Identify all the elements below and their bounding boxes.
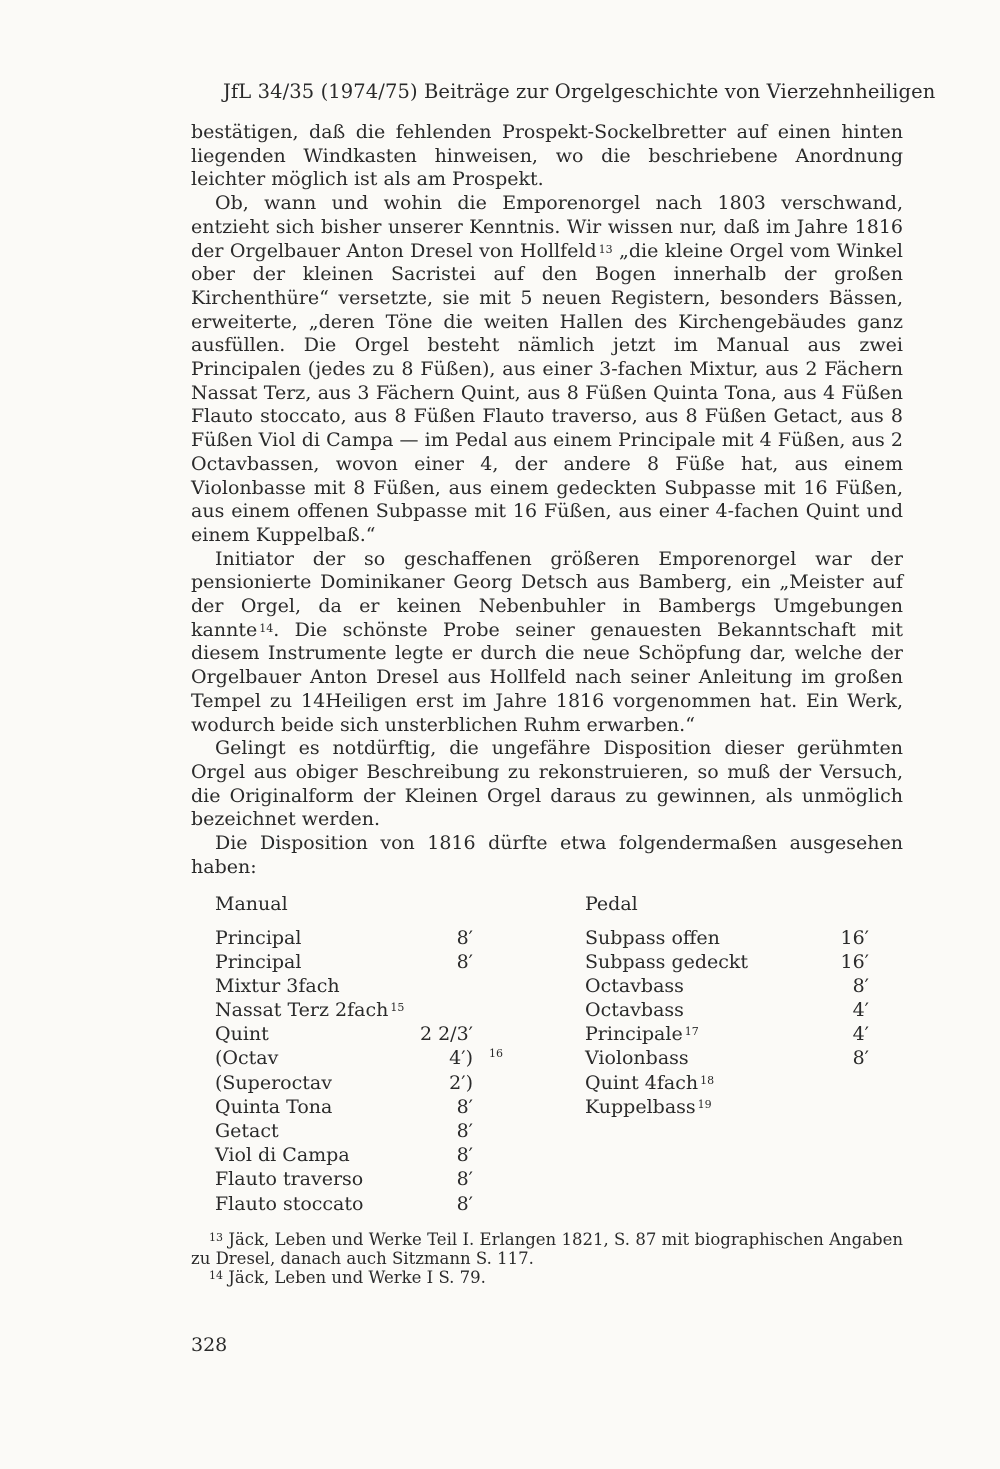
footnote [191, 1268, 903, 1287]
stop-name: Getact [215, 1120, 279, 1142]
stop-name: Mixtur 3fach [215, 974, 340, 997]
stop-pitch: 16′ [840, 926, 869, 949]
stop-pitch: 8′ [852, 1047, 869, 1070]
footnote-mark: 16 [489, 1047, 503, 1061]
stop-pitch: 8′ [456, 926, 473, 949]
stop-row [215, 974, 473, 998]
stop-name: Violonbass [585, 1047, 689, 1070]
stop-name: Kuppelbass $^{19}$ [585, 1095, 712, 1118]
stop-name: Principal [215, 950, 302, 973]
paragraph: Die Disposition von 1816 dürfte etwa folgendermaßen ausgesehen haben: [191, 832, 903, 878]
stop-name: Octavbass [585, 999, 684, 1022]
stop-name: Quinta Tona [215, 1095, 333, 1118]
stop-name: Subpass gedeckt [585, 950, 749, 973]
stop-name: Quint [215, 1023, 269, 1046]
paragraph-text: Ob, wann und wohin die Emporenorgel nach 1803 verschwand, entzieht sich bisher unserer Kenntnis. Wir wissen nur, daß im Jahre 1816 der Orgelbauer Anton Dresel von Hollfeld [191, 192, 903, 262]
stop-row [215, 998, 473, 1022]
stop-row [215, 1071, 473, 1095]
stop-row [215, 1095, 473, 1119]
paragraph-text: Initiator der so geschaffenen größeren Emporenorgel war der pensionierte Dominikaner Georg Detsch aus Bamberg, ein „Meister auf der Orgel, da er keinen Nebenbuhler in Bambergs Umgebungen kannte [191, 547, 903, 641]
stop-row [585, 974, 869, 998]
paragraph: Gelingt es notdürftig, die ungefähre Disposition dieser gerühmten Orgel aus obiger Beschreibung zu rekonstruieren, so muß der Versuch, die Originalform der Kleinen Orgel daraus zu gewinnen, als unmöglich bezeichnet werden. [191, 737, 903, 831]
page-number: 328 [191, 1334, 228, 1356]
stop-pitch: 8′ [852, 974, 869, 997]
stop-row [585, 950, 869, 974]
stop-name: (Superoctav [215, 1071, 332, 1094]
stop-row [585, 998, 869, 1022]
stop-pitch: 8′ [456, 1168, 473, 1191]
stop-row [215, 950, 473, 974]
stop-pitch: 8′ [456, 1144, 473, 1167]
paragraph [191, 548, 903, 738]
pedal-column [585, 892, 869, 1120]
stop-name: Nassat Terz 2fach $^{15}$ [215, 999, 405, 1022]
stop-pitch: 8′ [456, 1095, 473, 1118]
stop-pitch: 2 2/3′ [419, 1023, 473, 1046]
footnote-text: Jäck, Leben und Werke Teil I. Erlangen 1821, S. 87 mit biographischen Angaben zu Dresel, danach auch Sitzmann S. 117. [191, 1229, 903, 1268]
footnotes [191, 1230, 903, 1287]
paragraph [191, 192, 903, 548]
stop-row [215, 1143, 473, 1167]
footnote-text: Jäck, Leben und Werke I S. 79. [228, 1267, 486, 1287]
stop-row [215, 926, 473, 950]
paragraph-text: . Die schönste Probe seiner genauesten Bekanntschaft mit diesem Instrumente legte er durch die neue Schöpfung dar, welche der Orgelbauer Anton Dresel aus Hollfeld nach seiner Anleitung im großen Tempel zu 14Heiligen erst im Jahre 1816 vorgenommen hat. Ein Werk, wodurch beide sich unsterblichen Ruhm erwarben.“ [191, 618, 903, 736]
stop-row [585, 1022, 869, 1046]
stop-name: Octavbass [585, 974, 684, 997]
stop-row [215, 1022, 473, 1046]
footnote-mark: 15 [390, 1001, 405, 1015]
stop-name: Viol di Campa [215, 1144, 350, 1167]
paragraph: bestätigen, daß die fehlenden Prospekt-Sockelbretter auf einen hinten liegenden Windkasten hinweisen, wo die beschriebene Anordnung leichter möglich ist als am Prospekt. [191, 121, 903, 191]
stop-name: Subpass offen [585, 926, 720, 949]
stop-row [215, 1119, 473, 1143]
body-text [191, 121, 903, 880]
stop-row [585, 1071, 869, 1095]
stop-pitch: 8′ [456, 1120, 473, 1142]
footnote-mark: 19 [697, 1097, 712, 1111]
stop-row [215, 1167, 473, 1191]
stop-name: Flauto stoccato [215, 1192, 364, 1215]
footnote-number: 14 [209, 1268, 223, 1282]
stop-row [215, 1046, 503, 1070]
manual-heading: Manual [215, 892, 288, 915]
stop-row [215, 1192, 473, 1216]
stop-pitch: 16′ [840, 950, 869, 973]
footnote-mark: 13 [598, 242, 613, 256]
stop-name: Flauto traverso [215, 1168, 364, 1191]
stop-row [585, 926, 869, 950]
stop-pitch: 4′) [449, 1047, 473, 1070]
page [191, 80, 936, 1287]
footnote [191, 1230, 903, 1268]
manual-column [215, 892, 503, 1216]
stop-row [585, 1046, 869, 1070]
footnote-mark: 18 [700, 1073, 715, 1087]
stop-name: Quint 4fach $^{18}$ [585, 1071, 715, 1094]
stop-name: Principal [215, 926, 302, 949]
stop-pitch: 8′ [456, 1192, 473, 1215]
footnote-number: 13 [209, 1230, 223, 1244]
stop-pitch: 4′ [852, 999, 869, 1022]
pedal-heading: Pedal [585, 892, 638, 915]
stop-name: Principale $^{17}$ [585, 1023, 699, 1046]
stop-pitch: 4′ [852, 1023, 869, 1046]
stop-row [585, 1095, 869, 1119]
footnote-mark: 17 [684, 1025, 699, 1039]
stop-pitch: 2′) [449, 1071, 473, 1094]
stop-name: (Octav [215, 1047, 279, 1070]
footnote-mark: 14 [259, 621, 274, 635]
disposition-table [191, 892, 903, 1222]
stop-pitch: 8′ [456, 950, 473, 973]
paragraph-text: „die kleine Orgel vom Winkel ober der kleinen Sacristei auf den Bogen innerhalb der großen Kirchenthüre“ versetzte, sie mit 5 neuen Registern, besonders Bässen, erweiterte, „deren Töne die weiten Hallen des Kirchengebäudes ganz ausfüllen. Die Orgel besteht nämlich jetzt im Manual aus zwei Principalen (jedes zu 8 Füßen), aus einer 3-fachen Mixtur, aus 2 Fächern Nassat Terz, aus 3 Fächern Quint, aus 8 Füßen Quinta Tona, aus 4 Füßen Flauto stoccato, aus 8 Füßen Flauto traverso, aus 8 Füßen Getact, aus 8 Füßen Viol di Campa — im Pedal aus einem Principale mit 4 Füßen, aus 2 Octavbassen, wovon einer 4, der andere 8 Füße hat, aus einem Violonbasse mit 8 Füßen, aus einem gedeckten Subpasse mit 16 Füßen, aus einem offenen Subpasse mit 16 Füßen, aus einer 4-fachen Quint und einem Kuppelbaß.“ [191, 239, 904, 546]
running-head: JfL 34/35 (1974/75) Beiträge zur Orgelgeschichte von Vierzehnheiligen [223, 80, 936, 103]
